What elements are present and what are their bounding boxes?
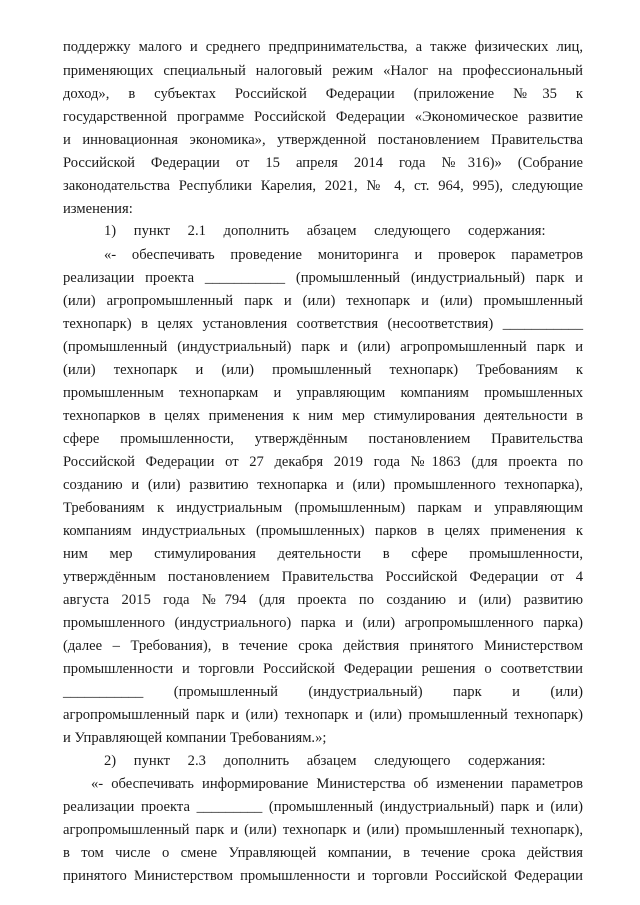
text-line: (далее – Требования), в течение срока действия принятого Министерством xyxy=(63,638,583,654)
text-line: реализации проекта _________ (промышленный (индустриальный) парк и (или) xyxy=(63,799,583,815)
list-item-heading: 2) пункт 2.3 дополнить абзацем следующего содержания: xyxy=(104,753,546,769)
text-line: (промышленный (индустриальный) парк и (или) агропромышленный парк и xyxy=(63,339,583,355)
text-line: законодательства Республики Карелия, 2021, № 4, ст. 964, 995), следующие xyxy=(63,178,583,194)
text-line: принятого Министерством промышленности и торговли Российской Федерации xyxy=(63,868,583,884)
text-line: промышленности и торговли Российской Федерации решения о соответствии xyxy=(63,661,583,677)
text-line: доход», в субъектах Российской Федерации (приложение №35 к xyxy=(63,86,583,102)
text-line: утверждённым постановлением Правительства Российской Федерации от 4 xyxy=(63,569,583,585)
text-line: «- обеспечивать информирование Министерства об изменении параметров xyxy=(91,776,583,792)
text-line: технопарк) в целях установления соответствия (несоответствия) ___________ xyxy=(63,316,583,332)
text-line: промышленным технопаркам и управляющим компаниям промышленных xyxy=(63,385,583,401)
text-line: в том числе о смене Управляющей компании, в течение срока действия xyxy=(63,845,583,861)
list-item-heading: 1) пункт 2.1 дополнить абзацем следующего содержания: xyxy=(104,223,546,239)
text-line: созданию и (или) развитию технопарка и (или) промышленного технопарка), xyxy=(63,477,583,493)
text-line: «- обеспечивать проведение мониторинга и проверок параметров xyxy=(104,247,583,263)
text-line: Требованиям к индустриальным (промышленным) паркам и управляющим xyxy=(63,500,583,516)
text-line: ___________ (промышленный (индустриальный) парк и (или) xyxy=(63,684,583,700)
text-line: и Управляющей компании Требованиям.»; xyxy=(63,730,327,746)
text-line: промышленного (индустриального) парка и (или) агропромышленного парка) xyxy=(63,615,583,631)
text-line: изменения: xyxy=(63,201,133,217)
text-line: сфере промышленности, утверждённым постановлением Правительства xyxy=(63,431,583,447)
text-line: Российской Федерации от 15 апреля 2014 года №316)» (Собрание xyxy=(63,155,583,171)
text-line: (или) технопарк и (или) промышленный технопарк) Требованиям к xyxy=(63,362,583,378)
text-line: и инновационная экономика», утвержденной постановлением Правительства xyxy=(63,132,583,148)
text-line: Российской Федерации от 27 декабря 2019 года №1863 (для проекта по xyxy=(63,454,583,470)
text-line: реализации проекта ___________ (промышленный (индустриальный) парк и xyxy=(63,270,583,286)
text-line: применяющих специальный налоговый режим «Налог на профессиональный xyxy=(63,63,583,79)
text-line: поддержку малого и среднего предпринимательства, а также физических лиц, xyxy=(63,39,583,55)
text-line: агропромышленный парк и (или) технопарк и (или) промышленный технопарк), xyxy=(63,822,583,838)
text-line: государственной программе Российской Федерации «Экономическое развитие xyxy=(63,109,583,125)
text-line: компаниям индустриальных (промышленных) парков в целях применения к xyxy=(63,523,583,539)
text-line: технопарков в целях применения к ним мер стимулирования деятельности в xyxy=(63,408,583,424)
text-line: (или) агропромышленный парк и (или) технопарк и (или) промышленный xyxy=(63,293,583,309)
text-line: августа 2015 года №794 (для проекта по созданию и (или) развитию xyxy=(63,592,583,608)
text-line: агропромышленный парк и (или) технопарк и (или) промышленный технопарк) xyxy=(63,707,583,723)
text-line: ним мер стимулирования деятельности в сфере промышленности, xyxy=(63,546,583,562)
